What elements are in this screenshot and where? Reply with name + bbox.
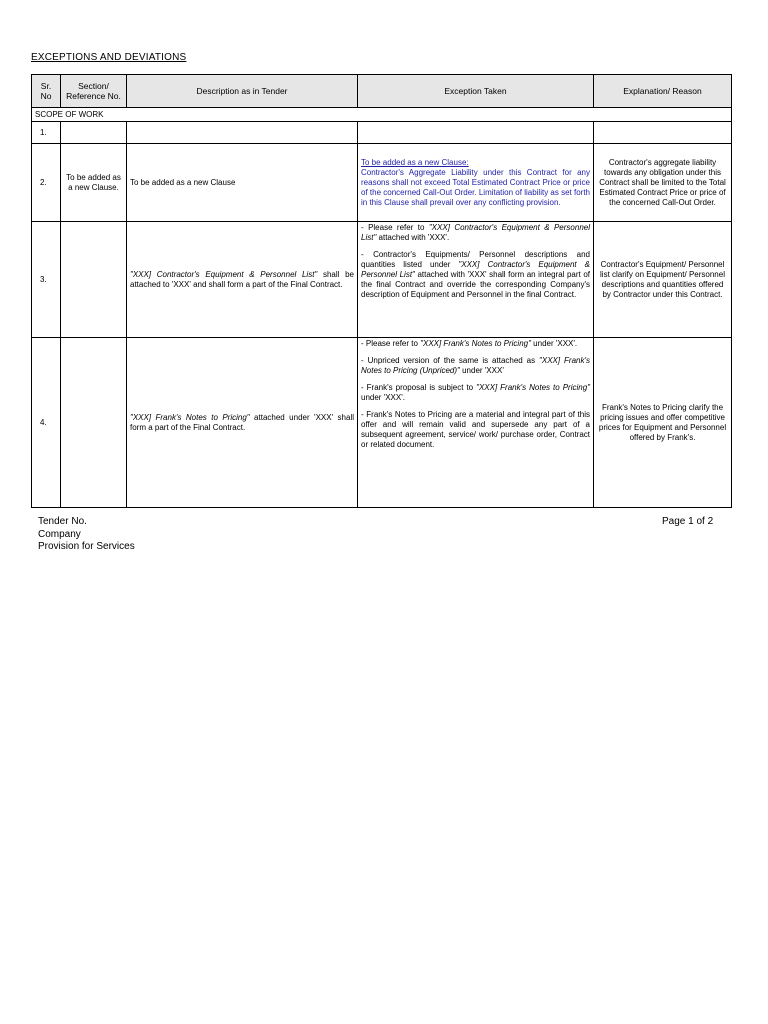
row-description: [127, 338, 358, 508]
row-explanation: Frank's Notes to Pricing clarify the pricing issues and offer competitive prices for Equipment and Personnel offered by Frank's.: [594, 338, 732, 508]
exception-text: Please refer to: [365, 339, 421, 348]
table-row: [32, 222, 732, 338]
exception-paragraph: - Please refer to "XXX] Contractor's Equipment & Personnel List" attached with 'XXX'.: [361, 223, 590, 242]
row-exception: [358, 122, 594, 144]
table-row: [32, 144, 732, 222]
exception-text: Please refer to: [368, 223, 429, 232]
exception-italic: "XXX] Contractor's Equipment & Personnel List": [361, 223, 590, 242]
exception-text: under 'XXX': [459, 366, 504, 375]
section-row: [32, 108, 732, 122]
header-explanation: Explanation/ Reason: [594, 75, 732, 108]
row-number: 3.: [32, 222, 61, 338]
exception-paragraph: - Frank's Notes to Pricing are a material and integral part of this offer and will remain valid and supersede any part of a subsequent agreement, service/ work/ purchase order, Contract or related document.: [361, 410, 590, 449]
row-description: To be added as a new Clause: [127, 144, 358, 222]
header-sr-no: Sr. No: [32, 75, 61, 108]
exception-body: Contractor's Aggregate Liability under this Contract for any reasons shall not exceed Total Estimated Contract Price or price of the concerned Call-Out Order. Limitation of liability as set forth in this Clause shall prevail over any conflicting provision.: [361, 167, 590, 207]
exception-text: Frank's proposal is subject to: [366, 383, 477, 392]
table-header-row: [32, 75, 732, 108]
table-row: [32, 122, 732, 144]
row-explanation: [594, 122, 732, 144]
exception-text: under 'XXX'.: [361, 393, 405, 402]
exception-italic: "XXX] Frank's Notes to Pricing": [476, 383, 590, 392]
header-section-reference: Section/ Reference No.: [61, 75, 127, 108]
footer-provision: Provision for Services: [38, 541, 135, 552]
exception-paragraph: - Unpriced version of the same is attached as "XXX] Frank's Notes to Pricing (Unpriced)" under 'XXX': [361, 356, 590, 375]
footer-company: Company: [38, 528, 81, 540]
row-number: 2.: [32, 144, 61, 222]
row-section: To be added as a new Clause.: [61, 144, 127, 222]
description-italic: "XXX] Frank's Notes to Pricing": [130, 412, 250, 422]
row-number: 4.: [32, 338, 61, 508]
table-row: [32, 338, 732, 508]
row-section: [61, 222, 127, 338]
row-description: [127, 122, 358, 144]
exception-text: Contractor's Equipments/ Personnel descriptions and quantities listed under: [361, 250, 591, 269]
row-number: 1.: [32, 122, 61, 144]
row-description: [127, 222, 358, 338]
exception-text: Frank's Notes to Pricing are a material and integral part of this offer and will remain valid and supersede any part of a subsequent agreement, service/ work/ purchase order, Contract or related document.: [361, 410, 590, 449]
section-label: SCOPE OF WORK: [32, 108, 732, 122]
header-description: Description as in Tender: [127, 75, 358, 108]
footer-info: [38, 516, 135, 554]
exception-italic: "XXX] Frank's Notes to Pricing": [420, 339, 531, 348]
exception-paragraph: - Frank's proposal is subject to "XXX] Frank's Notes to Pricing" under 'XXX'.: [361, 383, 590, 402]
exception-text: attached with 'XXX'.: [376, 233, 450, 242]
description-text: shall be attached to 'XXX' and shall form a part of the Final Contract.: [130, 269, 355, 289]
exception-heading: To be added as a new Clause:: [361, 157, 469, 167]
row-exception: [358, 144, 594, 222]
row-section: [61, 122, 127, 144]
exceptions-table: [31, 74, 732, 508]
exception-text: under 'XXX'.: [530, 339, 578, 348]
exception-text: attached with 'XXX' shall form an integral part of the final Contract and override the corresponding Company's description of Equipment and Personnel in the final Contract.: [361, 270, 591, 299]
row-explanation: Contractor's Equipment/ Personnel list clarify on Equipment/ Personnel descriptions and quantities offered by Contractor under this Contract.: [594, 222, 732, 338]
exception-italic: "XXX] Contractor's Equipment & Personnel List": [361, 260, 590, 279]
description-italic: "XXX] Contractor's Equipment & Personnel List": [130, 269, 318, 279]
row-explanation: Contractor's aggregate liability towards any obligation under this Contract shall be limited to the Total Estimated Contract Price or price of the concerned Call-Out Order.: [594, 144, 732, 222]
exception-paragraph: - Please refer to "XXX] Frank's Notes to Pricing" under 'XXX'.: [361, 339, 578, 348]
exception-italic: "XXX] Frank's Notes to Pricing (Unpriced)": [361, 356, 590, 375]
footer-tender-no: Tender No.: [38, 516, 87, 527]
description-text: attached under 'XXX' shall form a part of the Final Contract.: [130, 412, 354, 432]
row-exception: [358, 222, 594, 338]
row-section: [61, 338, 127, 508]
header-exception-taken: Exception Taken: [358, 75, 594, 108]
exception-paragraph: - Contractor's Equipments/ Personnel descriptions and quantities listed under "XXX] Contractor's Equipment & Personnel List" attached with 'XXX' shall form an integral part of the final Contract and override the corresponding Company's description of Equipment and Personnel in the final Contract.: [361, 250, 591, 299]
page-number: Page 1 of 2: [662, 516, 714, 527]
document-title: EXCEPTIONS AND DEVIATIONS: [31, 52, 187, 63]
exception-text: Unpriced version of the same is attached as: [367, 356, 540, 365]
row-exception: [358, 338, 594, 508]
